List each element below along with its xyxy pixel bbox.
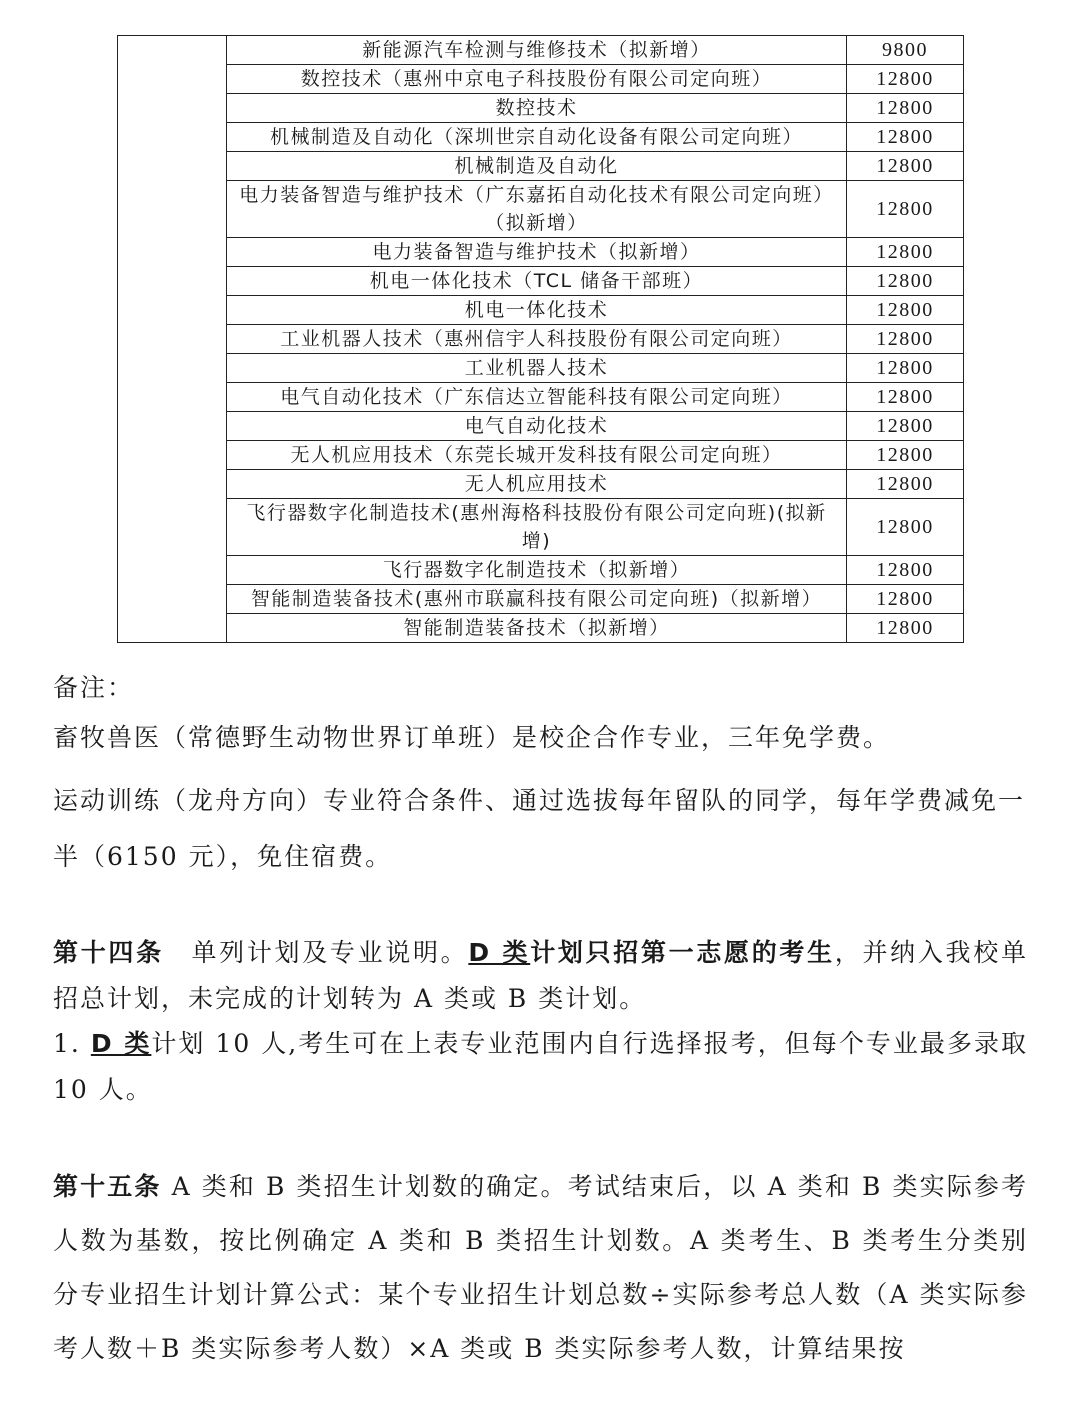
table-row (118, 152, 964, 181)
major-cell: 电气自动化技术 (227, 412, 847, 441)
major-cell: 无人机应用技术 (227, 470, 847, 499)
fee-cell: 12800 (847, 585, 964, 614)
article-15-text: A 类和 B 类招生计划数的确定。考试结束后，以 A 类和 B 类实际参考人数为基数，按比例确定 A 类和 B 类招生计划数。A 类考生、B 类考生分类别分专业招生计划计算公式：某个专业招生计划总数÷实际参考总人数（A 类实际参考人数＋B 类实际参考人数）×A 类或 B 类实际参考人数，计算结果按 (53, 1172, 1028, 1363)
article-15 (53, 1160, 1028, 1376)
table-row (118, 296, 964, 325)
article-14-intro: 单列计划及专业说明。 (163, 938, 469, 967)
fee-cell: 12800 (847, 267, 964, 296)
major-cell: 电力装备智造与维护技术（广东嘉拓自动化技术有限公司定向班）（拟新增） (227, 181, 847, 238)
fee-cell: 12800 (847, 123, 964, 152)
fee-cell: 12800 (847, 499, 964, 556)
note-line-2-text: 运动训练（龙舟方向）专业符合条件、通过选拔每年留队的同学，每年学费减免一半（6150 元），免住宿费。 (53, 786, 1026, 871)
fee-cell: 12800 (847, 296, 964, 325)
table-row (118, 441, 964, 470)
fee-cell: 12800 (847, 614, 964, 643)
fee-cell: 12800 (847, 65, 964, 94)
fee-cell: 12800 (847, 354, 964, 383)
fee-cell: 12800 (847, 181, 964, 238)
fee-cell: 12800 (847, 556, 964, 585)
table-row (118, 354, 964, 383)
fee-cell: 12800 (847, 238, 964, 267)
article-14-rest: ，并纳入我校单招总计划，未完成的计划转为 A 类或 B 类计划。 (53, 938, 1028, 1013)
fee-cell: 12800 (847, 412, 964, 441)
article-14-d-class: D 类 (468, 938, 531, 967)
article-14 (53, 930, 1028, 1022)
major-cell: 新能源汽车检测与维修技术（拟新增） (227, 36, 847, 65)
fee-table (117, 35, 964, 643)
major-cell: 飞行器数字化制造技术(惠州海格科技股份有限公司定向班)(拟新增) (227, 499, 847, 556)
major-cell: 机械制造及自动化（深圳世宗自动化设备有限公司定向班） (227, 123, 847, 152)
table-row (118, 181, 964, 238)
table-row (118, 325, 964, 354)
article-14-item-d-class: D 类 (90, 1029, 152, 1058)
fee-cell: 12800 (847, 383, 964, 412)
fee-cell: 12800 (847, 470, 964, 499)
note-line-2 (53, 773, 1033, 885)
major-cell: 机电一体化技术 (227, 296, 847, 325)
article-15-heading: 第十五条 (53, 1172, 162, 1201)
major-cell: 飞行器数字化制造技术（拟新增） (227, 556, 847, 585)
table-row (118, 65, 964, 94)
major-cell: 智能制造装备技术（拟新增） (227, 614, 847, 643)
table-row (118, 267, 964, 296)
note-line-1 (53, 718, 1033, 754)
major-cell: 无人机应用技术（东莞长城开发科技有限公司定向班） (227, 441, 847, 470)
fee-cell: 12800 (847, 94, 964, 123)
article-14-item-1 (53, 1021, 1028, 1113)
table-row (118, 556, 964, 585)
note-line-1-text: 畜牧兽医（常德野生动物世界订单班）是校企合作专业，三年免学费。 (53, 723, 891, 752)
table-row (118, 94, 964, 123)
table-row (118, 585, 964, 614)
article-14-item-rest: 计划 10 人,考生可在上表专业范围内自行选择报考，但每个专业最多录取 10 人。 (53, 1029, 1029, 1104)
major-cell: 数控技术（惠州中京电子科技股份有限公司定向班） (227, 65, 847, 94)
major-cell: 机电一体化技术（TCL 储备干部班） (227, 267, 847, 296)
table-row (118, 383, 964, 412)
table-row (118, 614, 964, 643)
category-cell (118, 36, 227, 643)
article-14-heading: 第十四条 (53, 938, 164, 967)
major-cell: 电力装备智造与维护技术（拟新增） (227, 238, 847, 267)
table-row (118, 238, 964, 267)
major-cell: 智能制造装备技术(惠州市联赢科技有限公司定向班)（拟新增） (227, 585, 847, 614)
fee-cell: 12800 (847, 152, 964, 181)
article-14-item-prefix: 1. (53, 1029, 91, 1058)
table-row (118, 412, 964, 441)
table-row (118, 123, 964, 152)
fee-cell: 12800 (847, 325, 964, 354)
table-row (118, 36, 964, 65)
fee-cell: 12800 (847, 441, 964, 470)
major-cell: 数控技术 (227, 94, 847, 123)
table-row (118, 470, 964, 499)
article-14-bold-tail: 计划只招第一志愿的考生 (530, 938, 835, 967)
major-cell: 机械制造及自动化 (227, 152, 847, 181)
major-cell: 电气自动化技术（广东信达立智能科技有限公司定向班） (227, 383, 847, 412)
major-cell: 工业机器人技术（惠州信宇人科技股份有限公司定向班） (227, 325, 847, 354)
table-row (118, 499, 964, 556)
notes-title-text: 备注： (53, 673, 135, 702)
major-cell: 工业机器人技术 (227, 354, 847, 383)
fee-cell: 9800 (847, 36, 964, 65)
notes-title (53, 668, 1033, 704)
